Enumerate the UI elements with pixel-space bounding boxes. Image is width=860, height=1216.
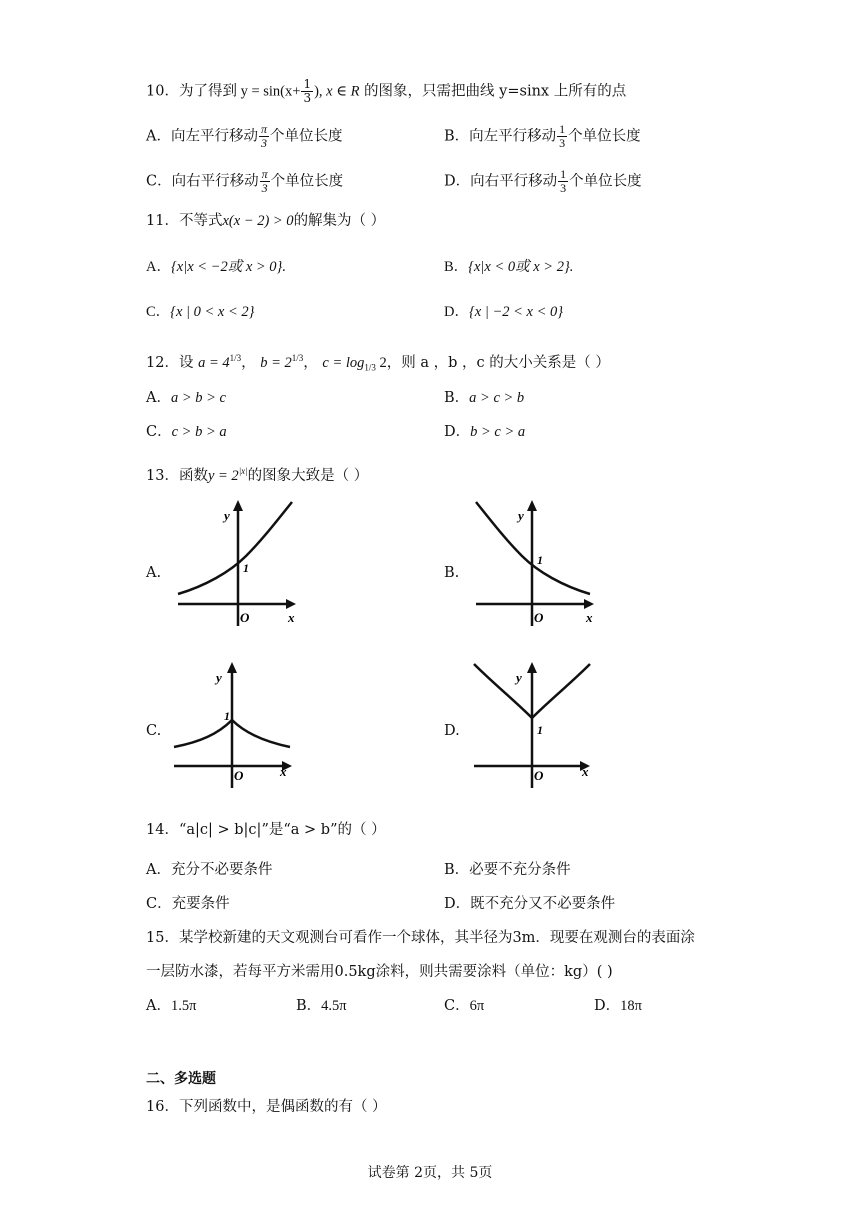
x-label: x [280,764,287,779]
page-footer: 试卷第 2页，共 5页 [367,1165,493,1181]
y-axis-arrow [233,500,243,511]
x-label: x [586,610,593,625]
q13-option-b-label: B. [444,565,460,581]
q13-graph-a [170,498,300,628]
q14-option-c: C．充要条件 [146,896,230,912]
q13-option-a-label: A. [146,565,162,581]
one-label: 1 [537,553,543,567]
q15-option-a: A．1.5π [146,998,197,1014]
section-title-multiple-choice: 二、多选题 [146,1071,216,1087]
q12-option-d: D．b > c > a [444,424,526,440]
x-axis-arrow [286,599,296,609]
q15-option-d: D．18π [594,998,642,1014]
q16-stem: 16．下列函数中，是偶函数的有（ ） [146,1099,387,1115]
y-label: y [518,508,524,523]
curve [178,502,292,594]
q12-option-c: C．c > b > a [146,424,227,440]
q14-option-b: B．必要不充分条件 [444,862,571,878]
q13-graph-d [468,660,598,790]
y-axis-arrow [227,662,237,673]
x-axis-arrow [584,599,594,609]
one-label: 1 [224,709,230,723]
q13-option-d-label: D. [444,723,460,739]
q14-option-a: A．充分不必要条件 [146,862,273,878]
origin-label: O [240,610,250,625]
q12-stem: 12．设 $a = 4^{1/3}$， $b = 2^{1/3}$， $c = \log_{1/3} 2$，则 a ，b ，c 的大小关系是（ ） [146,353,610,373]
q10-option-b: B．向左平行移动 $\frac{1}{3}$ 个单位长度 [444,122,641,150]
q12-option-b: B．a > c > b [444,390,525,406]
q11-stem: 11．不等式x(x − 2) > 0的解集为（ ） [146,213,386,229]
q11-option-c: C．{x | 0 < x < 2} [146,304,255,320]
q10-option-c: C．向右平行移动 $\frac{\pi}{3}$ 个单位长度 [146,167,344,195]
origin-label: O [534,610,544,625]
origin-label: O [234,768,244,783]
q13-graph-b [468,498,598,628]
q15-stem-line1: 15．某学校新建的天文观测台可看作一个球体，其半径为3m．现要在观测台的表面涂 [146,930,695,946]
y-axis-arrow [527,662,537,673]
q10-stem: 10．为了得到 y = sin(x+ $\frac{1}{3}$ ), x ∈ R 的图象，只需把曲线 y=sinx 上所有的点 [146,77,627,105]
y-label: y [224,508,230,523]
origin-label: O [534,768,544,783]
q10-option-a: A．向左平行移动 $\frac{\pi}{3}$ 个单位长度 [146,122,343,150]
q11-option-d: D．{x | −2 < x < 0} [444,304,564,320]
q12-option-a: A．a > b > c [146,390,226,406]
q10-option-d: D．向右平行移动 $\frac{1}{3}$ 个单位长度 [444,167,642,195]
q11-option-b: B．{x|x < 0或 x > 2}. [444,259,574,275]
q13-graph-c [170,660,300,790]
q15-option-b: B．4.5π [296,998,347,1014]
one-label: 1 [537,723,543,737]
q14-option-d: D．既不充分又不必要条件 [444,896,616,912]
y-label: y [516,670,522,685]
q11-option-a: A．{x|x < −2或 x > 0}. [146,259,286,275]
q15-option-c: C．6π [444,998,485,1014]
q13-stem: 13．函数$y = 2^{|x|}$的图象大致是（ ） [146,466,369,484]
q13-option-c-label: C. [146,723,162,739]
x-label: x [288,610,295,625]
y-axis-arrow [527,500,537,511]
q14-stem: 14．“a|c| > b|c|”是“a > b”的（ ） [146,822,386,838]
q15-stem-line2: 一层防水漆，若每平方米需用0.5kg涂料，则共需要涂料（单位：kg）( ) [146,964,613,980]
one-label: 1 [243,561,249,575]
x-label: x [582,764,589,779]
y-label: y [216,670,222,685]
